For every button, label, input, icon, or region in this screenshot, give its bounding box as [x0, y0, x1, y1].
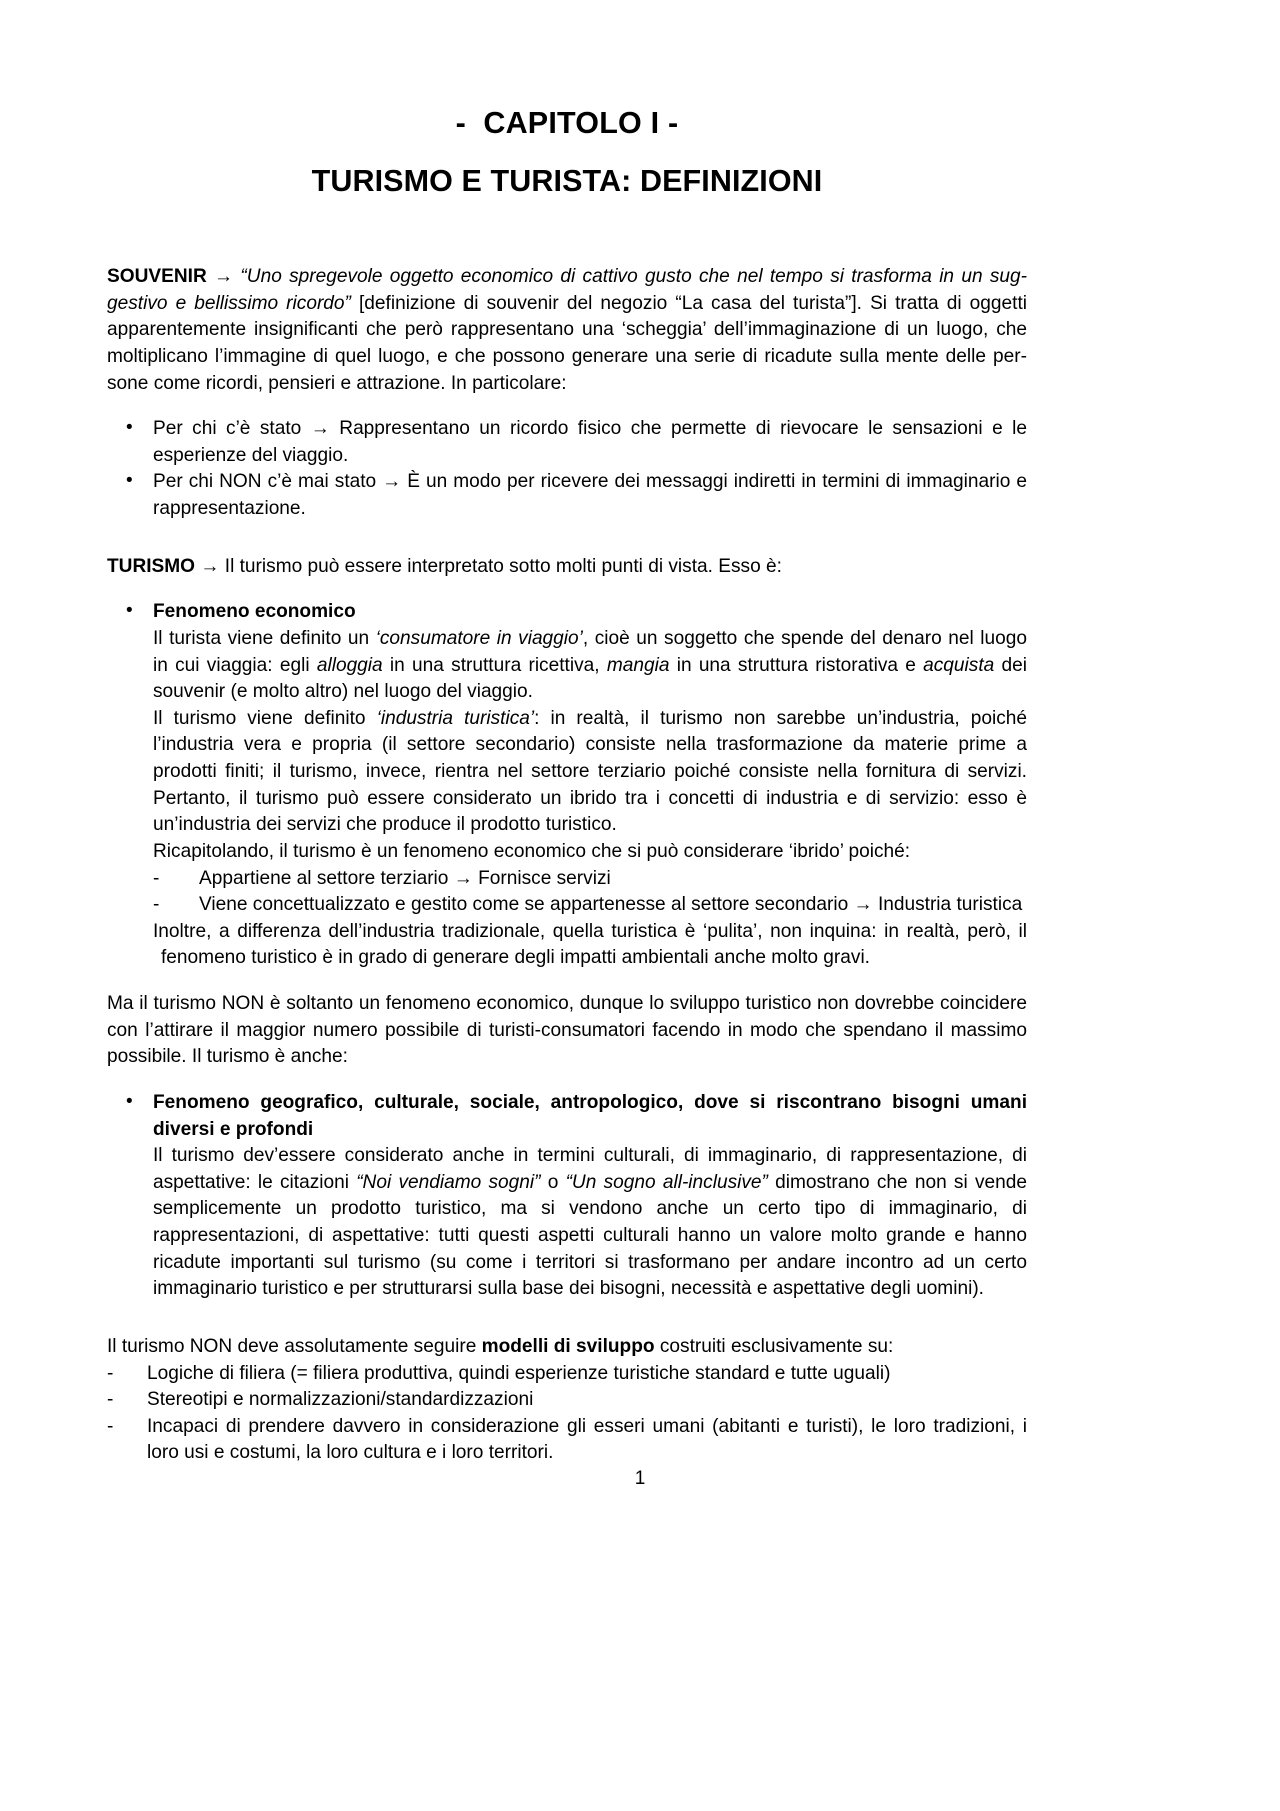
- list-item: - Appartiene al settore terziario → Fornisce servizi: [153, 866, 1027, 893]
- bullet-label: Fenomeno geografico, culturale, sociale, antropologico, dove si riscontrano bisogni umani diversi e profondi: [153, 1091, 1027, 1140]
- page-content: [107, 0, 1027, 1467]
- list-item-fenomeno-geografico: [107, 1090, 1027, 1303]
- modelli-intro: [107, 1334, 1027, 1361]
- bullet-label: Fenomeno economico: [153, 601, 356, 623]
- text-run: in una struttura ristorativa e: [669, 654, 924, 676]
- text-run-italic: acquista: [923, 654, 995, 676]
- text-run-italic: mangia: [606, 654, 670, 676]
- spacer: [107, 1303, 1027, 1334]
- fenomeno-geografico-body: [153, 1143, 1027, 1303]
- list-item: - Logiche di filiera (= filiera produttiva, quindi esperienze turistiche standard e tutte uguali): [107, 1361, 1027, 1388]
- turismo-bullet-list-geografico: [107, 1090, 1027, 1303]
- text-run: Il turismo NON deve assolutamente seguire: [107, 1335, 482, 1357]
- page-number: 1: [634, 1468, 646, 1489]
- list-item: - Incapaci di prendere davvero in considerazione gli esseri umani (abitanti e turisti), le loro tradizioni, i loro usi e costumi, la loro cultura e i loro territori.: [107, 1414, 1027, 1467]
- souvenir-body: [definizione di souvenir del negozio “La casa del turista”]. Si tratta di oggetti apparentemente insignificanti che però rappresentano una ‘scheggia’ dell’immaginazione di un luogo, che moltiplicano l’immagine di quel luogo, e che possono generare una serie di ricadute sulla mente delle per-sone come ricordi, pensieri e attrazione. In particolare:: [107, 292, 1027, 394]
- arrow-glyph: →: [200, 555, 220, 577]
- text-run-italic: “Noi vendiamo sogni”: [356, 1171, 541, 1193]
- text-run: , cioè un soggetto che spende del denaro nel luogo in cui viaggia: egli: [153, 627, 1027, 676]
- list-item: • Per chi NON c’è mai stato → È un modo per ricevere dei messaggi indiretti in termini di immaginario e rappresentazione.: [107, 469, 1027, 522]
- souvenir-paragraph: [107, 264, 1027, 397]
- text-run: o: [540, 1171, 566, 1193]
- chapter-subtitle: TURISMO E TURISTA: DEFINIZIONI: [311, 164, 823, 199]
- text-run-bold: modelli di sviluppo: [481, 1335, 655, 1357]
- spacer: [107, 523, 1027, 554]
- spacer: [107, 580, 1027, 599]
- chapter-title: - CAPITOLO I -: [455, 106, 679, 140]
- turismo-mid-paragraph: Ma il turismo NON è soltanto un fenomeno economico, dunque lo sviluppo turistico non dovrebbe coincidere con l’attirare il maggior numero possibile di turisti-consumatori facendo in modo che spendano il massimo possibile. Il turismo è anche:: [107, 993, 1027, 1068]
- spacer: [107, 972, 1027, 991]
- paragraph: [153, 706, 1027, 839]
- turismo-bullet-list-economico: [107, 599, 1027, 972]
- list-item: - Stereotipi e normalizzazioni/standardizzazioni: [107, 1387, 1027, 1414]
- text-run: dimostrano che non si vende semplicemente un prodotto turistico, ma si vendono anche un certo tipo di immaginario, di rappresentazioni, di aspettative: tutti questi aspetti culturali hanno un valore molto grande e hanno ricadute importanti sul turismo (su come i territori si trasformano per andare incontro ad un certo immaginario turistico e per strutturarsi sulla base dei bisogni, necessità e aspettative degli uomini).: [153, 1171, 1027, 1300]
- economico-dash-list: [153, 866, 1027, 919]
- document-title-block: [107, 104, 1027, 201]
- fenomeno-economico-body: [153, 626, 1027, 972]
- text-run-italic: ‘industria turistica’: [376, 707, 535, 729]
- souvenir-bullet-list: [107, 416, 1027, 523]
- spacer: [107, 397, 1027, 416]
- text-run: dei souvenir (e molto altro) nel luogo del viaggio.: [153, 654, 1027, 703]
- text-run-italic: “Un sogno all-inclusive”: [565, 1171, 768, 1193]
- text-run: costruiti esclusivamente su:: [654, 1335, 894, 1357]
- souvenir-heading: SOUVENIR: [107, 266, 207, 288]
- turismo-intro: Il turismo può essere interpretato sotto molti punti di vista. Esso è:: [224, 555, 782, 577]
- spacer: [107, 1071, 1027, 1090]
- paragraph: [153, 626, 1027, 706]
- turismo-paragraph: [107, 554, 1027, 581]
- text-run: Il turismo dev’essere considerato anche in termini culturali, di immaginario, di rappresentazione, di aspettative: le citazioni: [153, 1145, 1027, 1193]
- list-item-fenomeno-economico: [107, 599, 1027, 972]
- text-run: in una struttura ricettiva,: [382, 654, 607, 676]
- text-run: : in realtà, il turismo non sarebbe un’industria, poiché l’industria vera e propria (il settore secondario) consiste nella trasformazione da materie prime a prodotti finiti; il turismo, invece, rientra nel settore terziario poiché consiste nella fornitura di servizi. Pertanto, il turismo può essere considerato un ibrido tra i concetti di industria e di servizio: esso è un’industria dei servizi che produce il prodotto turistico.: [153, 707, 1027, 836]
- souvenir-quote: “Uno spregevole oggetto economico di cattivo gusto che nel tempo si trasforma in un sug-gestivo e bellissimo ricordo”: [107, 266, 1028, 314]
- list-item: • Per chi c’è stato → Rappresentano un ricordo fisico che permette di rievocare le sensazioni e le esperienze del viaggio.: [107, 416, 1027, 469]
- text-run: Il turista viene definito un: [153, 627, 376, 649]
- arrow-glyph: →: [214, 266, 234, 288]
- list-item: - Viene concettualizzato e gestito come se appartenesse al settore secondario → Industria turistica: [153, 892, 1027, 919]
- text-run-italic: ‘consumatore in viaggio’: [375, 627, 583, 649]
- turismo-heading: TURISMO: [107, 555, 196, 577]
- paragraph: Ricapitolando, il turismo è un fenomeno economico che si può considerare ‘ibrido’ poiché:: [153, 840, 911, 862]
- text-run-italic: alloggia: [316, 654, 383, 676]
- text-run: Il turismo viene definito: [153, 707, 377, 729]
- modelli-dash-list: [107, 1361, 1027, 1468]
- paragraph-inoltre: Inoltre, a differenza dell’industria tradizionale, quella turistica è ‘pulita’, non inquina: in realtà, però, il fenomeno turistico è in grado di generare degli impatti ambientali anche molto gravi.: [153, 920, 1027, 969]
